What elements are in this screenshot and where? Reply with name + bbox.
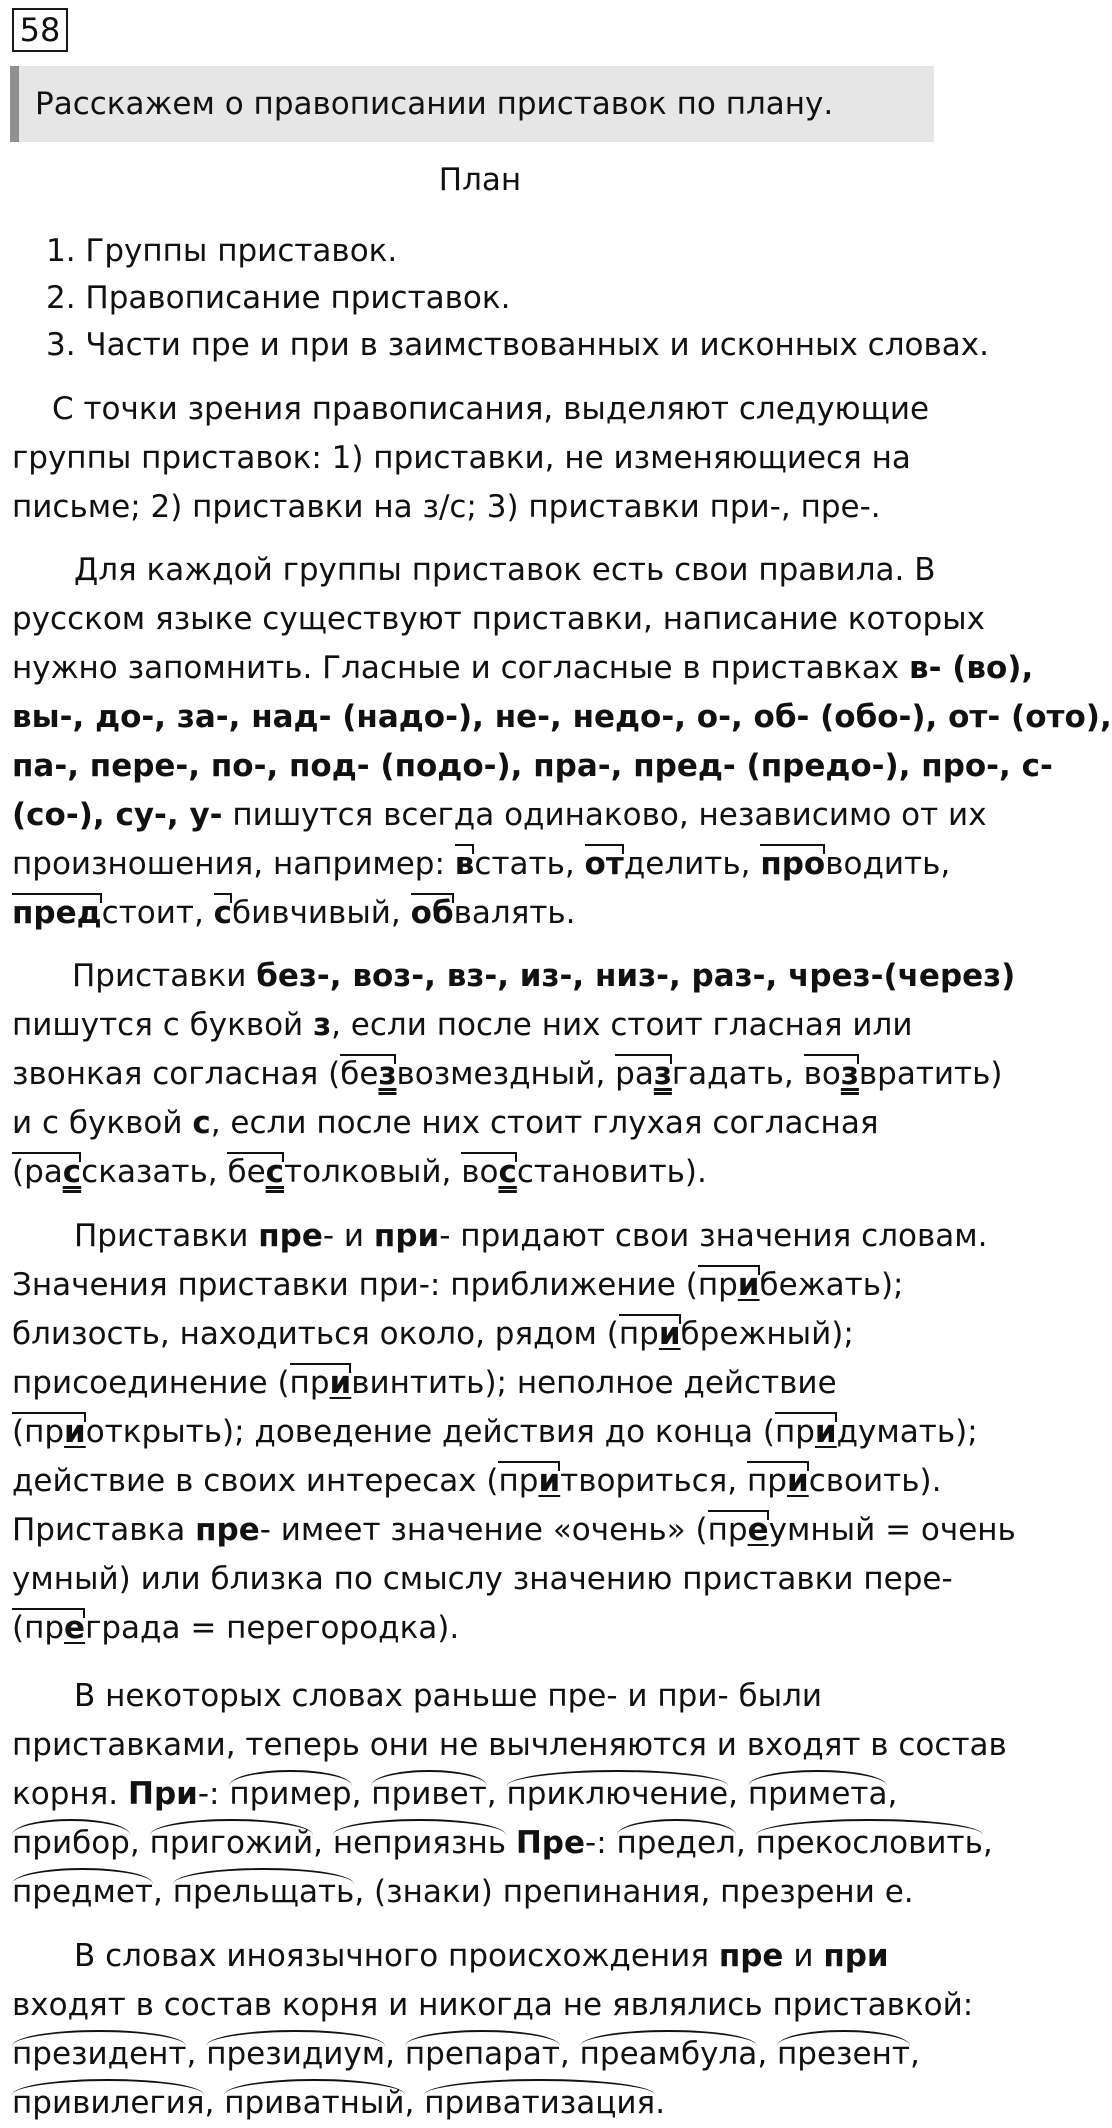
root-mark: приключение	[507, 1770, 729, 1819]
root-mark: прельщать	[173, 1868, 355, 1917]
text-line: предстоит, сбивчивый, обвалять.	[12, 889, 947, 938]
text-line: действие в своих интересах (притвориться, присвоить).	[12, 1457, 947, 1506]
prefix-mark: воз	[804, 1050, 859, 1099]
root-mark: президент	[12, 2030, 186, 2079]
prefix-mark: пред	[12, 889, 102, 938]
prefix-list: вы-, до-, за-, над- (надо-), не-, недо-, о-, об- (обо-), от- (ото),	[12, 699, 1112, 735]
root-mark: привилегия	[12, 2079, 204, 2128]
text-line: умный) или близка по смыслу значению приставки пере-	[12, 1561, 953, 1597]
root-mark: презент	[777, 2030, 910, 2079]
prefix-mark: (при	[12, 1408, 86, 1457]
text-line: звонкая согласная (безвозмездный, разгадать, возвратить)	[12, 1050, 947, 1099]
text-line: (со-), су-, у- пишутся всегда одинаково, независимо от их	[12, 797, 987, 833]
text-line: пишутся с буквой з, если после них стоит гласная или	[12, 1007, 913, 1043]
text-line: произношения, например: встать, отделить, проводить,	[12, 840, 947, 889]
text-line: президент, президиум, препарат, преамбула, презент,	[12, 2030, 947, 2079]
prefix-list: в- (во),	[908, 650, 1034, 686]
prefix-list: без-, воз-, вз-, из-, низ-, раз-, чрез-(через)	[256, 958, 1016, 994]
prefix-mark: при	[698, 1261, 760, 1310]
prefix-mark: с	[214, 889, 232, 938]
text-line: присоединение (привинтить); неполное действие	[12, 1359, 947, 1408]
text-line: корня. При-: пример, привет, приключение, примета,	[12, 1770, 947, 1819]
prefix-mark: без	[340, 1050, 396, 1099]
root-mark: прибор	[12, 1819, 130, 1868]
task-text: Расскажем о правописании приставок по плану.	[35, 86, 834, 122]
prefix-mark: об	[411, 889, 454, 938]
prefix-mark: пре	[708, 1506, 769, 1555]
prefix-mark: в	[455, 840, 475, 889]
text-line: письме; 2) приставки на з/с; 3) приставки при-, пре-.	[12, 489, 881, 525]
root-mark: преамбула	[580, 2030, 758, 2079]
text-line: близость, находиться около, рядом (прибрежный);	[12, 1310, 947, 1359]
text-line: Приставки пре- и при- придают свои значения словам.	[74, 1218, 988, 1254]
root-mark: пригожий	[150, 1819, 314, 1868]
plan-list	[46, 228, 989, 369]
text-line: Для каждой группы приставок есть свои правила. В	[74, 552, 936, 588]
text-line: В некоторых словах раньше пре- и при- были	[74, 1678, 823, 1714]
prefix-mark: при	[775, 1408, 837, 1457]
root-mark: неприязнь	[333, 1819, 506, 1868]
root-mark: прекословить	[756, 1819, 983, 1868]
prefix-mark: от	[585, 840, 624, 889]
prefix-mark: раз	[615, 1050, 672, 1099]
text-line: привилегия, приватный, приватизация.	[12, 2079, 947, 2128]
prefix-mark: при	[290, 1359, 352, 1408]
text-line: В словах иноязычного происхождения пре и при	[74, 1938, 889, 1974]
root-mark: примета	[748, 1770, 888, 1819]
plan-item: 3. Части пре и при в заимствованных и исконных словах.	[46, 327, 989, 363]
paragraph-foreign-words	[12, 1932, 974, 2128]
prefix-mark: при	[747, 1457, 809, 1506]
text-line: входят в состав корня и никогда не являлись приставкой:	[12, 1987, 974, 2023]
text-line	[12, 742, 1053, 791]
text-line: Приставки без-, воз-, вз-, из-, низ-, раз-, чрез-(через)	[72, 958, 1016, 994]
text-line: Приставка пре- имеет значение «очень» (преумный = очень	[12, 1506, 947, 1555]
text-line: (рассказать, бестолковый, восстановить).	[12, 1148, 947, 1197]
text-line: группы приставок: 1) приставки, не изменяющиеся на	[12, 440, 911, 476]
text-line	[12, 693, 1112, 742]
text-line: Значения приставки при-: приближение (прибежать);	[12, 1261, 947, 1310]
root-mark: президиум	[206, 2030, 385, 2079]
prefix-list: (со-), су-, у-	[12, 797, 223, 833]
prefix-mark: (рас	[12, 1148, 81, 1197]
text-line: прибор, пригожий, неприязнь Пре-: предел, прекословить,	[12, 1819, 947, 1868]
task-banner	[10, 66, 934, 142]
text-line: приставками, теперь они не вычленяются и входят в состав	[12, 1727, 1007, 1763]
text-line: предмет, прельщать, (знаки) препинания, презрени е.	[12, 1868, 947, 1917]
root-mark: приватизация	[424, 2079, 655, 2128]
prefix-mark: бес	[227, 1148, 284, 1197]
prefix-mark: при	[498, 1457, 560, 1506]
text-line: (преграда = перегородка).	[12, 1604, 947, 1653]
text-line: нужно запомнить. Гласные и согласные в приставках в- (во),	[12, 650, 1034, 686]
plan-item: 2. Правописание приставок.	[46, 280, 511, 316]
text-line: С точки зрения правописания, выделяют следующие	[52, 391, 930, 427]
text-line: и с буквой с, если после них стоит глухая согласная	[12, 1105, 879, 1141]
root-mark: предмет	[12, 1868, 153, 1917]
paragraph-prefix-groups	[12, 385, 947, 532]
paragraph-root-pre-pri	[12, 1672, 1007, 1917]
prefix-mark: вос	[461, 1148, 517, 1197]
prefix-mark: (пре	[12, 1604, 85, 1653]
plan-title: План	[438, 162, 522, 198]
root-mark: привет	[371, 1770, 487, 1819]
text-line: (приоткрыть); доведение действия до конца (придумать);	[12, 1408, 947, 1457]
prefix-mark: при	[619, 1310, 681, 1359]
prefix-mark: про	[760, 840, 825, 889]
paragraph-z-s-prefixes	[12, 952, 1016, 1197]
paragraph-pre-pri	[12, 1212, 1016, 1653]
root-mark: предел	[617, 1819, 736, 1868]
prefix-list: па-, пере-, по-, под- (подо-), пра-, пред- (предо-), про-, с-	[12, 748, 1053, 784]
plan-item: 1. Группы приставок.	[46, 233, 398, 269]
exercise-number: 58	[12, 8, 68, 52]
root-mark: препарат	[405, 2030, 560, 2079]
root-mark: пример	[229, 1770, 351, 1819]
root-mark: приватный	[224, 2079, 404, 2128]
paragraph-unchanging-prefixes	[12, 546, 1112, 938]
text-line: русском языке существуют приставки, написание которых	[12, 601, 986, 637]
